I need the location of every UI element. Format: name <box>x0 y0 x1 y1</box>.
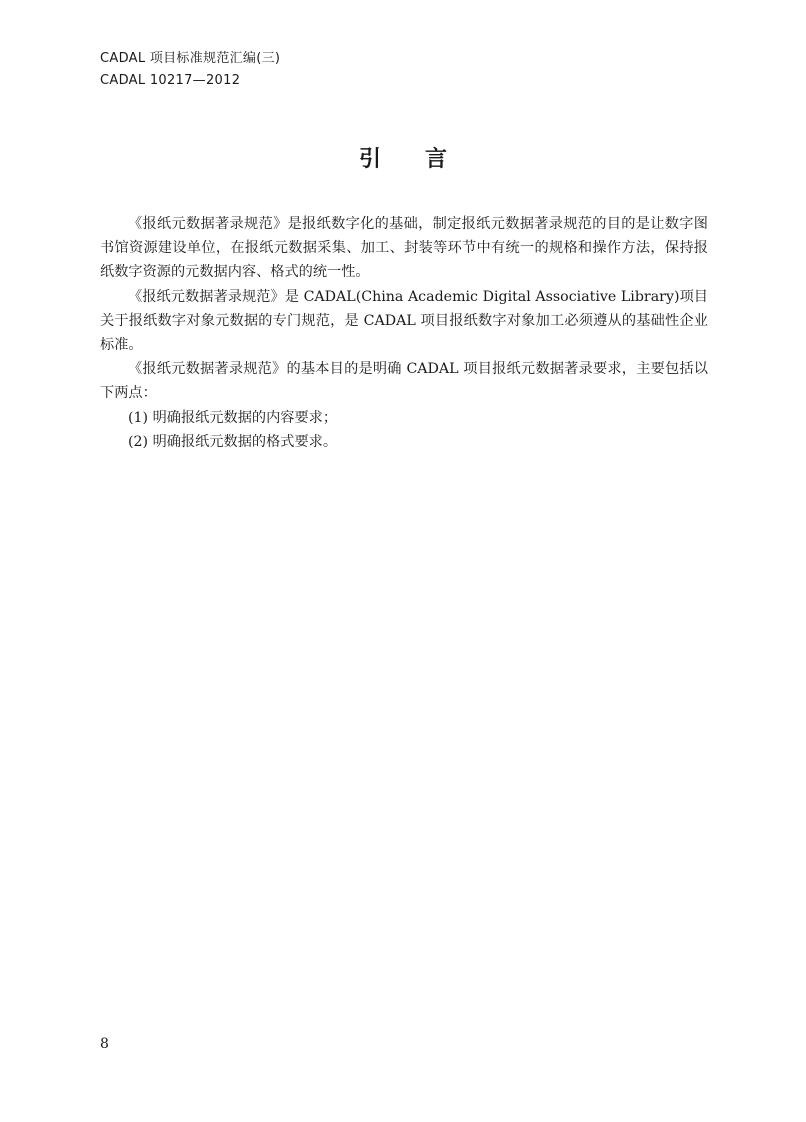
paragraph-goal: 《报纸元数据著录规范》的基本目的是明确 CADAL 项目报纸元数据著录要求，主要包括以下两点： <box>100 361 708 402</box>
running-header <box>100 48 280 92</box>
list-item-content: (1) 明确报纸元数据的内容要求； <box>128 409 338 426</box>
introduction-body <box>100 212 708 454</box>
list-item-format: (2) 明确报纸元数据的格式要求。 <box>128 433 338 450</box>
paragraph-scope: 《报纸元数据著录规范》是 CADAL(China Academic Digital Associative Library)项目关于报纸数字对象元数据的专门规范，是 CADAL 项目报纸数字对象加工必须遵从的基础性企业标准。 <box>100 288 708 354</box>
header-series-title: CADAL 项目标准规范汇编(三) <box>100 51 281 66</box>
page-number: 8 <box>100 1036 109 1052</box>
paragraph-purpose: 《报纸元数据著录规范》是报纸数字化的基础，制定报纸元数据著录规范的目的是让数字图书馆资源建设单位，在报纸元数据采集、加工、封装等环节中有统一的规格和操作方法，保持报纸数字资源的元数据内容、格式的统一性。 <box>100 216 708 281</box>
header-standard-number: CADAL 10217—2012 <box>100 73 241 88</box>
page-title: 引言 <box>358 147 491 172</box>
